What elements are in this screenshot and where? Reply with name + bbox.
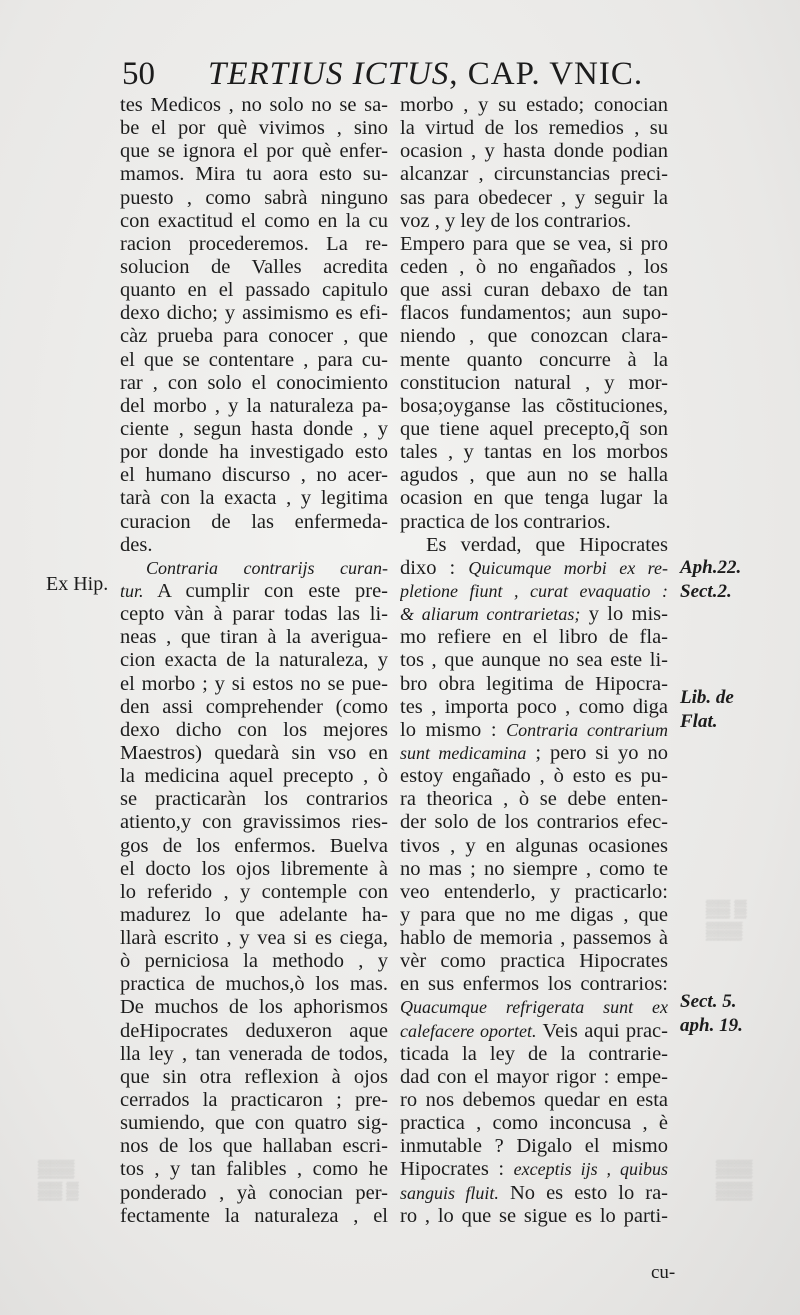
text-line: alcanzar , circunstancias preci- xyxy=(400,163,668,186)
text-line: ro , lo que se sigue es lo parti- xyxy=(400,1204,668,1227)
text-line: y para que no me digas , que xyxy=(400,903,668,926)
text-line: neas , que tiran à la averigua- xyxy=(120,626,388,649)
text-line: vèr como practica Hipocrates xyxy=(400,950,668,973)
text-line: càz prueba para conocer , que xyxy=(120,325,388,348)
text-line: curacion de las enfermeda- xyxy=(120,510,388,533)
margin-note-ex-hip: Ex Hip. xyxy=(46,573,109,595)
text-line: ò perniciosa la methodo , y xyxy=(120,950,388,973)
text-line: veo entenderlo, y practicarlo: xyxy=(400,880,668,903)
text-line: que assi curan debaxo de tan xyxy=(400,279,668,302)
text-line: flacos fundamentos; aun supo- xyxy=(400,302,668,325)
text-line: den assi comprehender (como xyxy=(120,695,388,718)
text-line: Hipocrates : exceptis ijs , quibus xyxy=(400,1158,668,1181)
text-line: ceden , ò no engañados , los xyxy=(400,255,668,278)
text-line: no mas ; no siempre , como te xyxy=(400,857,668,880)
text-line: mamos. Mira tu aora esto su- xyxy=(120,163,388,186)
text-line: niendo , que conozcan clara- xyxy=(400,325,668,348)
text-line: que tiene aquel precepto,q̃ son xyxy=(400,417,668,440)
margin-note-aph-line1: Aph.22. xyxy=(680,557,742,578)
text-line: cion exacta de la naturaleza, y xyxy=(120,649,388,672)
text-line: inmutable ? Digalo el mismo xyxy=(400,1135,668,1158)
margin-note-lib xyxy=(680,686,734,734)
text-line: Quacumque refrigerata sunt ex xyxy=(400,997,668,1018)
margin-note-lib-line1: Lib. de xyxy=(680,687,734,708)
text-line: ra theorica , ò se debe enten- xyxy=(400,788,668,811)
text-line: atiento,y con gravissimos ries- xyxy=(120,811,388,834)
text-line: tes , importa poco , como diga xyxy=(400,695,668,718)
text-line: el docto los ojos libremente à xyxy=(120,857,388,880)
text-line: calefacere oportet. Veis aqui prac- xyxy=(400,1019,668,1042)
text-line: ponderado , yà conocian per- xyxy=(120,1181,388,1204)
text-line: cepto vàn à parar todas las li- xyxy=(120,603,388,626)
text-line: tarà con la exacta , y legitima xyxy=(120,487,388,510)
running-header xyxy=(122,52,682,96)
running-title-rest: , CAP. VNIC. xyxy=(449,56,644,92)
text-line: tos , que aunque no sea este li- xyxy=(400,649,668,672)
margin-note-sect-line1: Sect. 5. xyxy=(680,991,737,1012)
text-line: der solo de los contrarios efec- xyxy=(400,811,668,834)
text-line: be el por què vivimos , sino xyxy=(120,117,388,140)
text-line: sunt medicamina ; pero si yo no xyxy=(400,741,668,764)
text-line: sumiendo, que con quatro sig- xyxy=(120,1112,388,1135)
text-line: Es verdad, que Hipocrates xyxy=(426,533,668,556)
text-line: tur. A cumplir con este pre- xyxy=(120,579,388,602)
text-line: el morbo ; y si estos no se pue- xyxy=(120,672,388,695)
text-line: tivos , y en algunas ocasiones xyxy=(400,834,668,857)
text-line: la virtud de los remedios , su xyxy=(400,117,668,140)
bleed-through-smudge: ▒▒▒ ▒▒ ▒ xyxy=(38,1159,79,1200)
text-line: racion procederemos. La re- xyxy=(120,232,388,255)
text-line: practica de los contrarios. xyxy=(400,510,611,533)
text-line: constitucion natural , y mor- xyxy=(400,371,668,394)
text-line: que se ignora el por què enfer- xyxy=(120,140,388,163)
text-line: solucion de Valles acredita xyxy=(120,255,388,278)
text-line: Maestros) quedarà sin vso en xyxy=(120,741,388,764)
text-line: lo mismo : Contraria contrarium xyxy=(400,718,668,741)
text-line: el humano discurso , no acer- xyxy=(120,464,388,487)
left-text-column xyxy=(120,94,388,1228)
bleed-through-smudge: ▒▒ ▒ ▒▒▒ xyxy=(706,899,747,940)
text-line: fectamente la naturaleza , el xyxy=(120,1204,388,1227)
text-line: De muchos de los aphorismos xyxy=(120,996,388,1019)
text-line: lla ley , tan venerada de todos, xyxy=(120,1042,388,1065)
text-line: hablo de memoria , passemos à xyxy=(400,927,668,950)
text-line: des. xyxy=(120,533,153,556)
text-line: ciente , segun hasta donde , y xyxy=(120,417,388,440)
running-title xyxy=(208,52,643,96)
text-line: rar , con solo el conocimiento xyxy=(120,371,388,394)
text-line: morbo , y su estado; conocian xyxy=(400,94,668,116)
text-line: que sin otra reflexion à ojos xyxy=(120,1065,388,1088)
text-line: gos de los enfermos. Buelva xyxy=(120,834,388,857)
text-line: tes Medicos , no solo no se sa- xyxy=(120,94,388,116)
text-line: estoy engañado , ò esto es pu- xyxy=(400,765,668,788)
text-line: lo referido , y contemple con xyxy=(120,880,388,903)
text-line: voz , y ley de los contrarios. xyxy=(400,209,632,232)
text-line: madurez lo que adelante ha- xyxy=(120,903,388,926)
text-line: ro nos debemos quedar en esta xyxy=(400,1089,668,1112)
text-line: mo refiere en el libro de fla- xyxy=(400,626,668,649)
text-line: ticada la ley de la contrarie- xyxy=(400,1042,668,1065)
text-line: Contraria contrarijs curan- xyxy=(146,557,388,578)
text-line: dexo dicho; y assimismo es efi- xyxy=(120,302,388,325)
text-line: nos de los que hallaban escri- xyxy=(120,1135,388,1158)
text-line: llarà escrito , y vea si es ciega, xyxy=(120,927,388,950)
text-line: con exactitud el como en la cu xyxy=(120,209,388,232)
right-text-column xyxy=(400,94,668,1228)
text-line: la medicina aquel precepto , ò xyxy=(120,765,388,788)
text-line: cerrados la practicaron ; pre- xyxy=(120,1089,388,1112)
text-line: quanto en el passado capitulo xyxy=(120,279,388,302)
text-line: agudos , que aun no se halla xyxy=(400,464,668,487)
text-line: dexo dicho con los mejores xyxy=(120,718,388,741)
text-line: dixo : Quicumque morbi ex re- xyxy=(400,556,668,579)
text-line: bro obra legitima de Hipocra- xyxy=(400,672,668,695)
text-line: mente quanto concurre à la xyxy=(400,348,668,371)
text-line: por donde ha investigado esto xyxy=(120,441,388,464)
running-title-italic: TERTIUS ICTUS xyxy=(208,56,450,92)
text-line: & aliarum contrarietas; y lo mis- xyxy=(400,603,668,626)
margin-note-aph-line2: Sect.2. xyxy=(680,581,732,602)
text-line: dad con el mayor rigor : empe- xyxy=(400,1065,668,1088)
margin-note-sect xyxy=(680,990,743,1038)
text-line: el que se contentare , para cu- xyxy=(120,348,388,371)
text-line: se practicaràn los contrarios xyxy=(120,788,388,811)
text-line: en sus enfermos los contrarios: xyxy=(400,973,668,996)
text-line: sas para obedecer , y seguir la xyxy=(400,186,668,209)
text-line: tales , y tantas en los morbos xyxy=(400,441,668,464)
page-number: 50 xyxy=(122,56,155,92)
text-line: ocasion en que tenga lugar la xyxy=(400,487,668,510)
bleed-through-smudge: ▒▒▒ ▒▒▒ xyxy=(716,1159,753,1200)
text-line: sanguis fluit. No es esto lo ra- xyxy=(400,1181,668,1204)
text-line: Empero para que se vea, si pro xyxy=(400,232,668,255)
text-line: puesto , como sabrà ninguno xyxy=(120,186,388,209)
text-line: deHipocrates deduxeron aque xyxy=(120,1019,388,1042)
margin-note-sect-line2: aph. 19. xyxy=(680,1015,743,1036)
text-line: practica de muchos,ò los mas. xyxy=(120,973,388,996)
text-line: ocasion , y hasta donde podian xyxy=(400,140,668,163)
text-line: tos , y tan falibles , como he xyxy=(120,1158,388,1181)
text-line: pletione fiunt , curat evaquatio : xyxy=(400,580,668,601)
margin-note-aph xyxy=(680,556,741,604)
text-line: del morbo , y la naturaleza pa- xyxy=(120,394,388,417)
catchword: cu- xyxy=(651,1262,676,1283)
margin-note-lib-line2: Flat. xyxy=(680,711,718,732)
text-line: bosa;oyganse las cõstituciones, xyxy=(400,394,668,417)
text-line: practica , como inconcusa , è xyxy=(400,1112,668,1135)
